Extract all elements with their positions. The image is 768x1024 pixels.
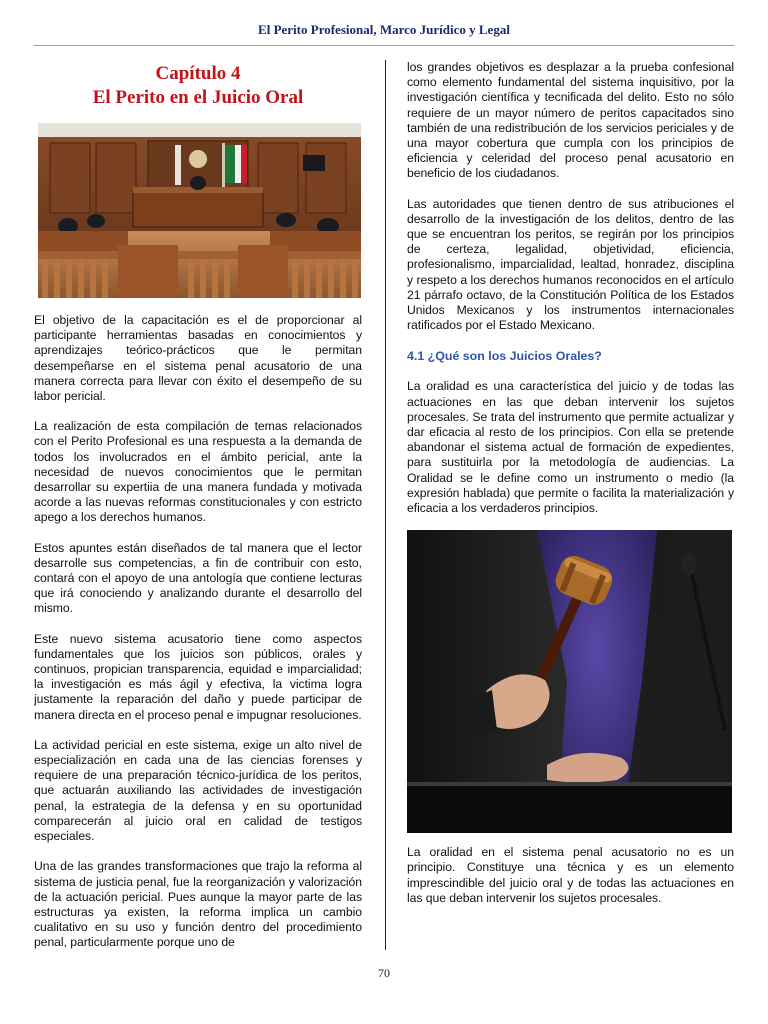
paragraph: Estos apuntes están diseñados de tal manera que el lector desarrolle sus competencias, a fin de contribuir con esto, contará con el apoyo de una antología que contiene lecturas que irá conociendo y analizando durante el desarrollo del mismo. (34, 540, 362, 616)
paragraph: La realización de esta compilación de temas relacionados con el Perito Profesional es una respuesta a la demanda de todos los involucrados en el ámbito pericial, ante la necesidad de nuevos conocimientos que le permitan desarrollar su expertiia de una manera fundada y motivada acorde a las nuevas reformas constitucionales y con estricto apego a los derechos humanos. (34, 419, 362, 525)
left-column (34, 60, 362, 951)
paragraph: Este nuevo sistema acusatorio tiene como aspectos fundamentales que los juicios son públicos, orales y continuos, propician transparencia, equidad e imparcialidad; la investigación es más ágil y efectiva, la victima logra justamente la reparación del daño y puede participar de manera directa en el proceso penal e impugnar resoluciones. (34, 631, 362, 722)
chapter-name: El Perito en el Juicio Oral (92, 87, 304, 108)
gavel-photo (407, 530, 732, 833)
running-header: El Perito Profesional, Marco Jurídico y Legal (258, 22, 510, 37)
chapter-title (34, 62, 362, 110)
page-number: 70 (378, 966, 390, 980)
paragraph: los grandes objetivos es desplazar a la prueba confesional como elemento fundamental del sistema inquisitivo, por la investigación científica y tecnificada del delito. Esto no sólo requiere de un mayor número de peritos capacitados sino también de una redistribución de los servicios periciales y de una mayor cobertura que cumpla con los principios de eficiencia y celeridad del proceso penal acusatorio en beneficio de los ciudadanos. (407, 60, 734, 181)
paragraph: La oralidad en el sistema penal acusatorio no es un principio. Constituye una técnica y es un elemento imprescindible del juicio oral y de todas las actuaciones en las que deban intervenir los sujetos procesales. (407, 845, 734, 905)
courtroom-photo (38, 123, 361, 298)
paragraph: Una de las grandes transformaciones que trajo la reforma al sistema de justicia penal, fue la reorganización y valorización de la actuación pericial. Pues aunque la mayor parte de las estructuras ya existen, la reforma implica un cambio cualitativo en su uso y función dentro del procedimiento penal, particularmente porque uno de (34, 859, 362, 950)
header-rule (34, 45, 734, 46)
column-divider (385, 60, 386, 950)
paragraph: La oralidad es una característica del juicio y de todas las actuaciones en las que deban intervenir los sujetos procesales. Se trata del instrumento que permite actualizar y dar eficacia al resto de los principios. Con ella se pretende abandonar el sistema actual de formación de expedientes, para sustituirla por la metodología de audiencias. La Oralidad se le define como un instrumento o medio (la expresión hablada) que permite o facilita la materialización y eficacia a los verdaderos principios. (407, 379, 734, 516)
paragraph: Las autoridades que tienen dentro de sus atribuciones el desarrollo de la investigación de los delitos, dentro de las que se encuentran los peritos, se regirán por los principios de certeza, legalidad, objetividad, eficiencia, profesionalismo, imparcialidad, lealtad, honradez, disciplina y respeto a los derechos humanos reconocidos en el artículo 21 párrafo octavo, de la Constitución Política de los Estados Unidos Mexicanos y los instrumentos internacionales ratificados por el Estado Mexicano. (407, 196, 734, 333)
paragraph: La actividad pericial en este sistema, exige un alto nivel de especialización en cada una de las ciencias forenses y requiere de una preparación técnico-jurídica de los peritos, que actuarán auxiliando las actividades de investigación penal, la estrategia de la defensa y en su oportunidad comparecerán al juicio oral en calidad de testigos especiales. (34, 737, 362, 844)
chapter-number: Capítulo 4 (155, 63, 241, 84)
right-column (407, 60, 734, 906)
paragraph: El objetivo de la capacitación es el de proporcionar al participante herramientas basadas en conocimientos y aprendizajes teórico-prácticos que le permitan desempeñarse en el sistema penal acusatorio de una manera correcta para llevar con éxito el desempeño de su labor pericial. (34, 313, 362, 404)
section-heading: 4.1 ¿Qué son los Juicios Orales? (407, 349, 602, 364)
